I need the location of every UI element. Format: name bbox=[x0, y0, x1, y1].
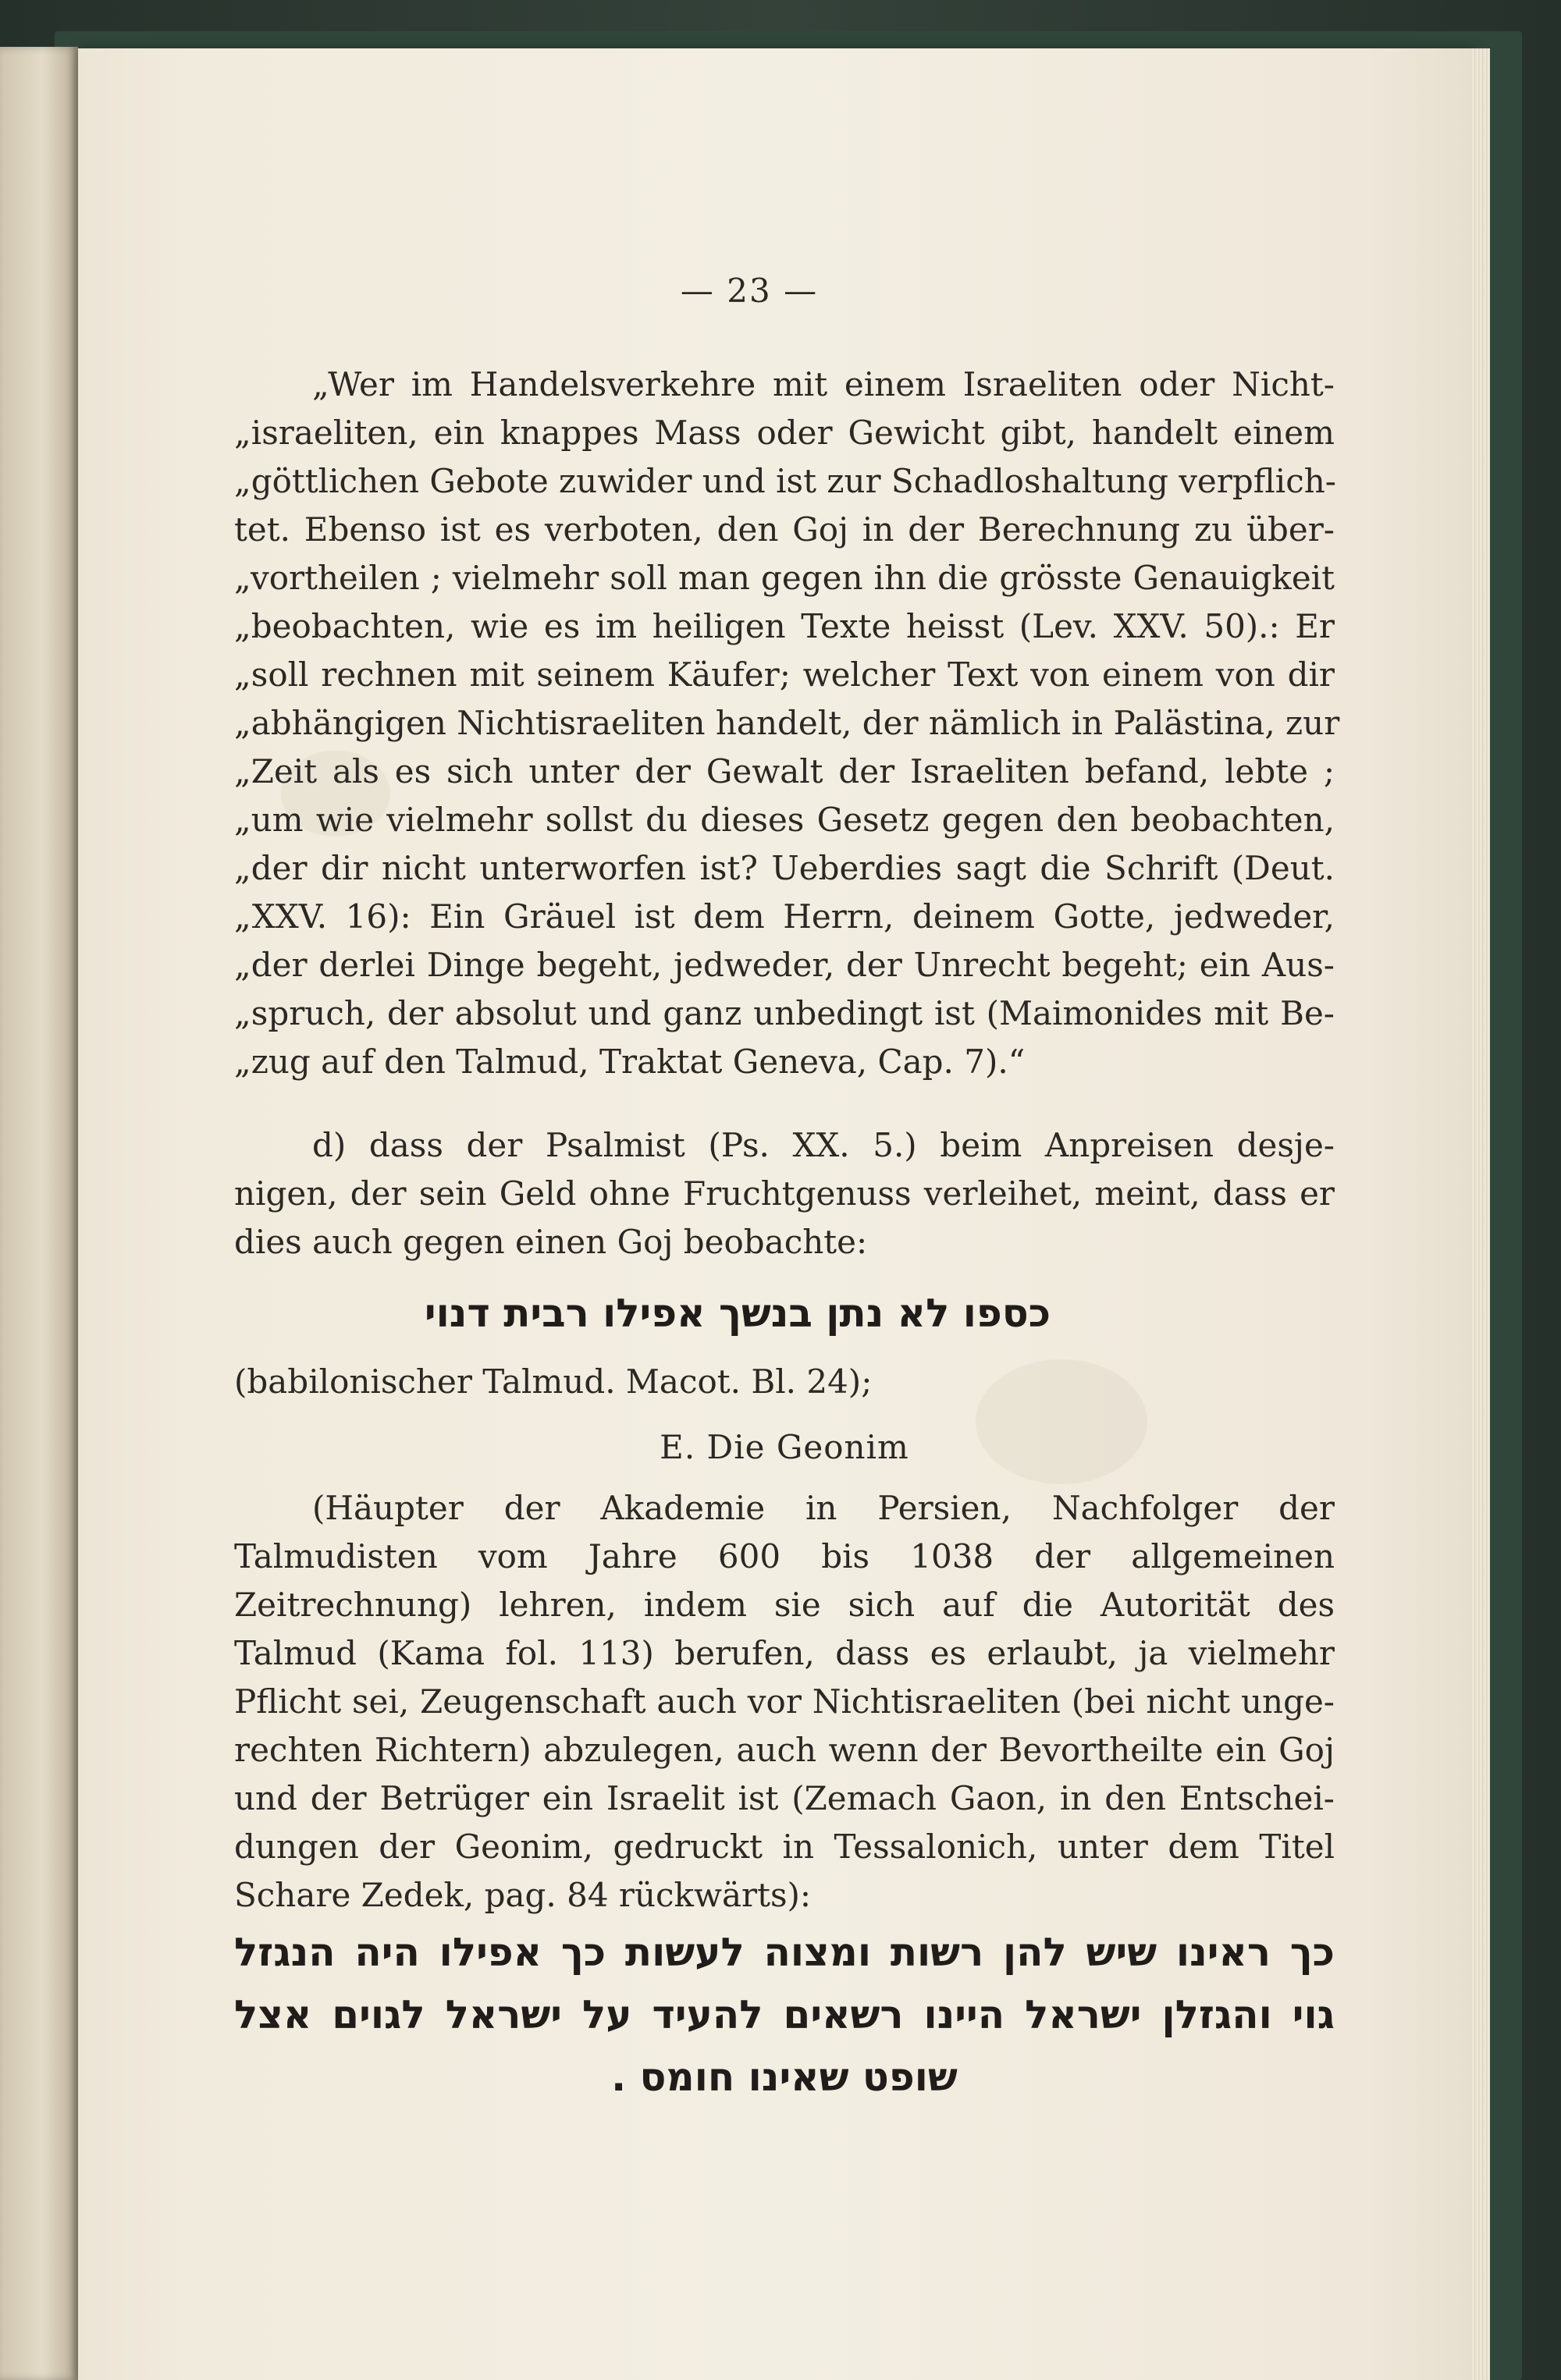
quote-line: „der derlei Dinge begeht, jedweder, der Unrecht begeht; ein Aus- bbox=[234, 946, 1335, 984]
quote-line: „um wie vielmehr sollst du dieses Gesetz gegen den beobachten, bbox=[234, 801, 1335, 839]
quote-line: tet. Ebenso ist es verboten, den Goj in der Berechnung zu über- bbox=[234, 510, 1335, 549]
paragraph-d-line: d) dass der Psalmist (Ps. XX. 5.) beim Anpreisen desje- bbox=[312, 1126, 1335, 1164]
quote-line: „soll rechnen mit seinem Käufer; welcher Text von einem von dir bbox=[234, 655, 1335, 694]
quote-paragraph bbox=[234, 361, 1340, 1086]
geonim-line: (Häupter der Akademie in Persien, Nachfolger der bbox=[312, 1489, 1335, 1527]
page-number: — 23 — bbox=[680, 272, 819, 310]
geonim-paragraph bbox=[234, 1484, 1335, 1920]
geonim-line: dungen der Geonim, gedruckt in Tessalonich, unter dem Titel bbox=[234, 1828, 1335, 1866]
geonim-line: Talmudisten vom Jahre 600 bis 1038 der allgemeinen bbox=[234, 1537, 1335, 1575]
paragraph-d bbox=[234, 1121, 1335, 1266]
geonim-line: Zeitrechnung) lehren, indem sie sich auf die Autorität des bbox=[234, 1586, 1335, 1624]
left-page-edge bbox=[0, 47, 78, 2380]
geonim-line: Talmud (Kama fol. 113) berufen, dass es erlaubt, ja vielmehr bbox=[234, 1634, 1335, 1672]
paragraph-d-line: dies auch gegen einen Goj beobachte: bbox=[234, 1223, 868, 1261]
quote-line: „XXV. 16): Ein Gräuel ist dem Herrn, deinem Gotte, jedweder, bbox=[234, 897, 1335, 936]
quote-line: „zug auf den Talmud, Traktat Geneva, Cap. 7).“ bbox=[234, 1043, 1026, 1081]
quote-line: „spruch, der absolut und ganz unbedingt ist (Maimonides mit Be- bbox=[234, 994, 1335, 1032]
quote-line: „der dir nicht unterworfen ist? Ueberdies sagt die Schrift (Deut. bbox=[234, 849, 1335, 887]
quote-line: „Wer im Handelsverkehre mit einem Israeliten oder Nicht- bbox=[312, 365, 1335, 403]
hebrew-line: שופט שאינו חומס . bbox=[611, 2055, 958, 2100]
hebrew-quote-geonim bbox=[234, 1921, 1335, 2108]
right-page-edge bbox=[1471, 48, 1490, 2380]
quote-line: „göttlichen Gebote zuwider und ist zur Schadloshaltung verpflich- bbox=[234, 462, 1336, 500]
geonim-line: rechten Richtern) abzulegen, auch wenn der Bevortheilte ein Goj bbox=[234, 1731, 1335, 1769]
citation-line: (babilonischer Talmud. Macot. Bl. 24); bbox=[234, 1362, 873, 1401]
geonim-line: Pflicht sei, Zeugenschaft auch vor Nichtisraeliten (bei nicht unge- bbox=[234, 1682, 1335, 1721]
paragraph-d-line: nigen, der sein Geld ohne Fruchtgenuss verleihet, meint, dass er bbox=[234, 1174, 1335, 1213]
quote-line: „israeliten, ein knappes Mass oder Gewicht gibt, handelt einem bbox=[234, 414, 1335, 452]
hebrew-quote-psalmist: כספו לא נתן בנשך אפילו רבית דנוי bbox=[424, 1291, 1051, 1336]
citation-talmud bbox=[234, 1358, 1335, 1406]
quote-line: „Zeit als es sich unter der Gewalt der Israeliten befand, lebte ; bbox=[234, 752, 1335, 790]
hebrew-line: גוי והגזלן ישראל היינו רשאים להעיד על ישראל לגוים אצל bbox=[234, 1992, 1335, 2037]
geonim-line: und der Betrüger ein Israelit ist (Zemach Gaon, in den Entschei- bbox=[234, 1779, 1335, 1817]
quote-line: „beobachten, wie es im heiligen Texte heisst (Lev. XXV. 50).: Er bbox=[234, 607, 1335, 645]
quote-line: „vortheilen ; vielmehr soll man gegen ihn die grösste Genauigkeit bbox=[234, 559, 1335, 597]
hebrew-line: כך ראינו שיש להן רשות ומצוה לעשות כך אפילו היה הנגזל bbox=[234, 1930, 1335, 1975]
book-page bbox=[78, 48, 1475, 2380]
section-heading-geonim: E. Die Geonim bbox=[660, 1428, 909, 1466]
quote-line: „abhängigen Nichtisraeliten handelt, der nämlich in Palästina, zur bbox=[234, 704, 1340, 742]
geonim-line: Schare Zedek, pag. 84 rückwärts): bbox=[234, 1876, 812, 1914]
